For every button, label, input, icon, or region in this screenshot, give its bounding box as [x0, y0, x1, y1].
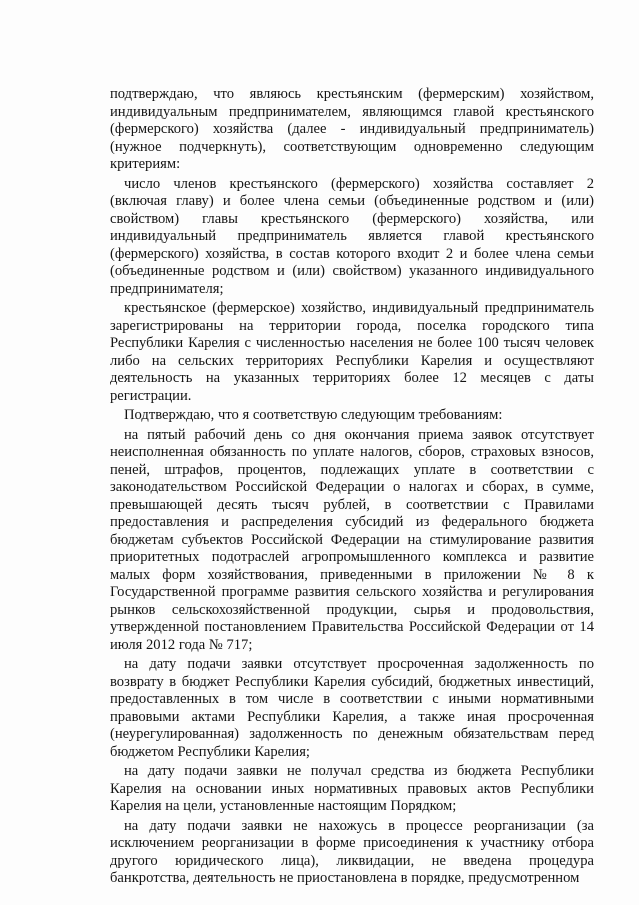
paragraph-requirement-taxes: на пятый рабочий день со дня окончания приема заявок отсутствует неисполненная обязанность по уплате налогов, сборов, страховых взносов, пеней, штрафов, процентов, подлежащих уплате в соответствии с законодательством Российской Федерации о налогах и сборах, в сумме, превышающей десять тысяч рублей, в соответствии с Правилами предоставления и распределения субсидий из федерального бюджета бюджетам субъектов Российской Федерации на стимулирование развития приоритетных подотраслей агропромышленного комплекса и развитие малых форм хозяйствования, приведенными в приложении № 8 к Государственной программе развития сельского хозяйства и регулирования рынков сельскохозяйственной продукции, сырья и продовольствия, утвержденной постановлением Правительства Российской Федерации от 14 июля 2012 года № 717; [110, 426, 594, 653]
document-text [110, 86, 594, 890]
paragraph-confirmation-intro: подтверждаю, что являюсь крестьянским (фермерским) хозяйством, индивидуальным предпринимателем, являющимся главой крестьянского (фермерского) хозяйства (далее - индивидуальный предприниматель) (нужное подчеркнуть), соответствующим одновременно следующим критериям: [110, 86, 594, 172]
paragraph-criterion-registration: крестьянское (фермерское) хозяйство, индивидуальный предприниматель зарегистрированы на территории города, поселка городского типа Республики Карелия с численностью населения не более 100 тысяч человек либо на сельских территориях Республики Карелия и осуществляют деятельность на указанных территориях более 12 месяцев с даты регистрации. [110, 300, 594, 404]
paragraph-requirement-funds: на дату подачи заявки не получал средства из бюджета Республики Карелия на основании иных нормативных правовых актов Республики Карелия на цели, установленные настоящим Порядком; [110, 763, 594, 814]
paragraph-requirement-debt: на дату подачи заявки отсутствует просроченная задолженность по возврату в бюджет Республики Карелия субсидий, бюджетных инвестиций, предоставленных в том числе в соответствии с иными нормативными правовыми актами Республики Карелия, а также иная просроченная (неурегулированная) задолженность по денежным обязательствам перед бюджетом Республики Карелия; [110, 656, 594, 760]
paragraph-criterion-members: число членов крестьянского (фермерского) хозяйства составляет 2 (включая главу) и более члена семьи (объединенные родством и (или) свойством) главы крестьянского (фермерского) хозяйства, или индивидуальный предприниматель является главой крестьянского (фермерского) хозяйства, в состав которого входит 2 и более члена семьи (объединенные родством и (или) свойством) указанного индивидуального предпринимателя; [110, 175, 594, 297]
paragraph-requirements-intro: Подтверждаю, что я соответствую следующим требованиям: [124, 407, 503, 423]
paragraph-requirement-reorganization: на дату подачи заявки не нахожусь в процессе реорганизации (за исключением реорганизации в форме присоединения к участнику отбора другого юридического лица), ликвидации, не введена процедура банкротства, деятельность не приостановлена в порядке, предусмотренном [110, 817, 594, 886]
